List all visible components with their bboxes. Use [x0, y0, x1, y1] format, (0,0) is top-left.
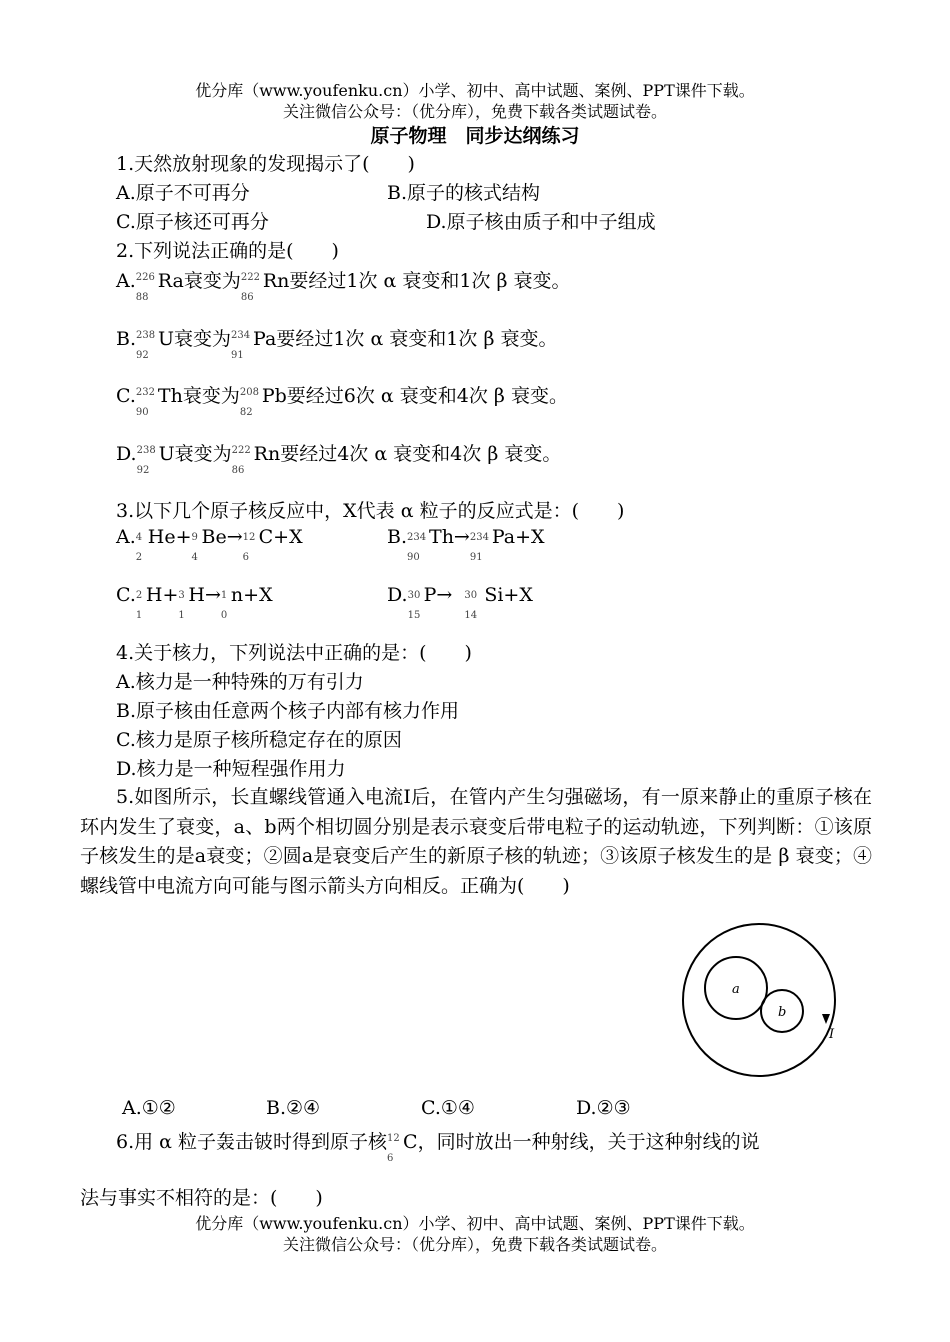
atomic-number: 82 [239, 407, 253, 418]
element-symbol: Pa [253, 328, 277, 350]
nuclide [387, 1127, 403, 1164]
atomic-number: 91 [469, 552, 483, 563]
footer-line-2: 关注微信公众号：（优分库），免费下载各类试题试卷。 [282, 1235, 667, 1254]
element-symbol: H+ [145, 584, 179, 606]
nuclide [178, 584, 188, 621]
element-symbol: Th→ [429, 526, 470, 548]
mass-number: 30 [407, 590, 421, 601]
element-symbol: U [158, 328, 175, 350]
nuclide [240, 266, 263, 303]
atomic-number: 4 [191, 552, 198, 563]
q4-option-a: A.核力是一种特殊的万有引力 [116, 671, 364, 693]
element-symbol: C+X [258, 526, 303, 548]
nuclide [469, 526, 492, 563]
atomic-number: 15 [407, 610, 421, 621]
atomic-number: 14 [464, 610, 478, 621]
mass-number: 2 [135, 590, 143, 601]
nuclide [239, 381, 262, 418]
q3-option-c [116, 584, 273, 621]
mass-number: 234 [407, 532, 427, 543]
option-text: 要经过1次 α 衰变和1次 β 衰变。 [289, 270, 571, 292]
q1-option-b: B.原子的核式结构 [387, 182, 541, 204]
q4-option-b: B.原子核由任意两个核子内部有核力作用 [116, 700, 460, 722]
option-text: 衰变为 [183, 270, 241, 292]
atomic-number: 88 [135, 292, 149, 303]
atomic-number: 86 [240, 292, 254, 303]
element-symbol: Ra [157, 270, 184, 292]
mass-number: 208 [239, 387, 259, 398]
q1-stem: 1.天然放射现象的发现揭示了( ) [116, 153, 415, 175]
atomic-number: 6 [242, 552, 250, 563]
atomic-number: 86 [231, 465, 245, 476]
nuclide [191, 526, 202, 563]
option-text: 要经过1次 α 衰变和1次 β 衰变。 [276, 328, 558, 350]
atomic-number: 90 [407, 552, 420, 563]
option-text: 要经过6次 α 衰变和4次 β 衰变。 [286, 385, 568, 407]
element-symbol: Pa+X [491, 526, 545, 548]
nuclide [407, 526, 429, 563]
q4-option-d: D.核力是一种短程强作用力 [116, 758, 346, 780]
q5-stem: 5.如图所示，长直螺线管通入电流Ⅰ后，在管内产生匀强磁场，有一原来静止的重原子核在环内发生了衰变，a、b两个相切圆分别是表示衰变后带电粒子的运动轨迹，下列判断：①该原子核发生的是a衰变；②圆a是衰变后产生的新原子核的轨迹；③该原子核发生的是 β 衰变；④螺线管中电流方向可能与图示箭头方向相反。正确为( ) [80, 786, 872, 897]
option-text: 要经过4次 α 衰变和4次 β 衰变。 [280, 443, 562, 465]
q5-option-c: C.①④ [421, 1097, 475, 1119]
label-a: a [732, 982, 740, 997]
nuclide [220, 584, 231, 621]
label-b: b [778, 1005, 787, 1020]
atomic-number: 92 [136, 350, 149, 361]
nuclide [231, 439, 254, 476]
q1-option-a: A.原子不可再分 [116, 182, 250, 204]
element-symbol: C [403, 1131, 418, 1153]
q3-option-b [387, 526, 545, 563]
label-current: I [829, 1027, 835, 1042]
mass-number: 12 [242, 532, 256, 543]
mass-number: 234 [469, 532, 489, 543]
q3-stem: 3.以下几个原子核反应中，X代表 α 粒子的反应式是：( ) [116, 500, 625, 522]
footer-line-1: 优分库（www.youfenku.cn）小学、初中、高中试题、案例、PPT课件下载。 [195, 1214, 755, 1233]
option-text: 衰变为 [182, 385, 240, 407]
mass-number: 12 [387, 1133, 400, 1144]
mass-number: 226 [135, 272, 155, 283]
mass-number: 238 [136, 330, 156, 341]
mass-number: 9 [191, 532, 198, 543]
mass-number: 4 [135, 532, 143, 543]
solenoid-outer-circle [683, 924, 835, 1076]
atomic-number: 1 [178, 610, 185, 621]
mass-number: 1 [220, 590, 228, 601]
solenoid-figure [676, 914, 846, 1078]
q2-option-c [116, 381, 568, 418]
q5-option-b: B.②④ [266, 1097, 321, 1119]
nuclide [231, 324, 253, 361]
q5-option-a: A.①② [122, 1097, 176, 1119]
element-symbol: U [158, 443, 175, 465]
atomic-number: 91 [231, 350, 244, 361]
element-symbol: H→ [188, 584, 221, 606]
option-label: B. [116, 328, 137, 350]
element-symbol: P→ [423, 584, 453, 606]
q4-option-c: C.核力是原子核所稳定存在的原因 [116, 729, 402, 751]
element-symbol: Pb [261, 385, 287, 407]
q6-stem [116, 1127, 760, 1164]
q3-option-a [116, 526, 303, 563]
q2-stem: 2.下列说法正确的是( ) [116, 240, 339, 262]
q4-stem: 4.关于核力，下列说法中正确的是：( ) [116, 642, 472, 664]
current-arrow-icon [822, 1014, 830, 1024]
option-text: 衰变为 [174, 328, 232, 350]
element-symbol: Rn [262, 270, 290, 292]
option-label: C. [116, 584, 136, 606]
mass-number: 30 [464, 590, 478, 601]
mass-number: 232 [135, 387, 155, 398]
atomic-number: 0 [220, 610, 228, 621]
element-symbol: Th [157, 385, 183, 407]
nuclide [136, 439, 159, 476]
option-label: A. [116, 526, 136, 548]
page-title: 原子物理 同步达纲练习 [370, 125, 580, 147]
atomic-number: 92 [136, 465, 150, 476]
header-line-2: 关注微信公众号：（优分库），免费下载各类试题试卷。 [282, 102, 667, 121]
option-label: D. [116, 443, 137, 465]
element-symbol: Be→ [201, 526, 243, 548]
q1-option-d: D.原子核由质子和中子组成 [426, 211, 656, 233]
mass-number: 238 [136, 445, 156, 456]
mass-number: 234 [231, 330, 251, 341]
q5-option-d: D.②③ [576, 1097, 631, 1119]
nuclide [135, 526, 148, 563]
q6-stem-pre: 6.用 α 粒子轰击铍时得到原子核 [116, 1131, 388, 1153]
element-symbol: n+X [230, 584, 273, 606]
mass-number: 222 [231, 445, 251, 456]
q2-option-b [116, 324, 558, 361]
q2-option-d [116, 439, 562, 476]
option-label: B. [387, 526, 408, 548]
header-line-1: 优分库（www.youfenku.cn）小学、初中、高中试题、案例、PPT课件下载。 [195, 81, 755, 100]
element-symbol: Si+X [484, 584, 533, 606]
nuclide [136, 324, 158, 361]
atomic-number: 2 [135, 552, 143, 563]
nuclide [242, 526, 259, 563]
element-symbol: He+ [147, 526, 192, 548]
mass-number: 222 [240, 272, 260, 283]
element-symbol: Rn [253, 443, 281, 465]
mass-number: 3 [178, 590, 185, 601]
atomic-number: 1 [135, 610, 143, 621]
atomic-number: 90 [135, 407, 149, 418]
option-text: 衰变为 [174, 443, 232, 465]
nuclide [464, 584, 484, 621]
q3-option-d [387, 584, 533, 621]
q1-option-c: C.原子核还可再分 [116, 211, 269, 233]
nuclide [135, 584, 146, 621]
atomic-number: 6 [387, 1153, 394, 1164]
nuclide [135, 266, 158, 303]
option-label: C. [116, 385, 136, 407]
q6-stem-line-2: 法与事实不相符的是：( ) [80, 1187, 323, 1209]
option-label: D. [387, 584, 408, 606]
q2-option-a [116, 266, 571, 303]
option-label: A. [116, 270, 136, 292]
nuclide [407, 584, 424, 621]
nuclide [135, 381, 158, 418]
q6-stem-post: ，同时放出一种射线，关于这种射线的说 [417, 1131, 760, 1153]
